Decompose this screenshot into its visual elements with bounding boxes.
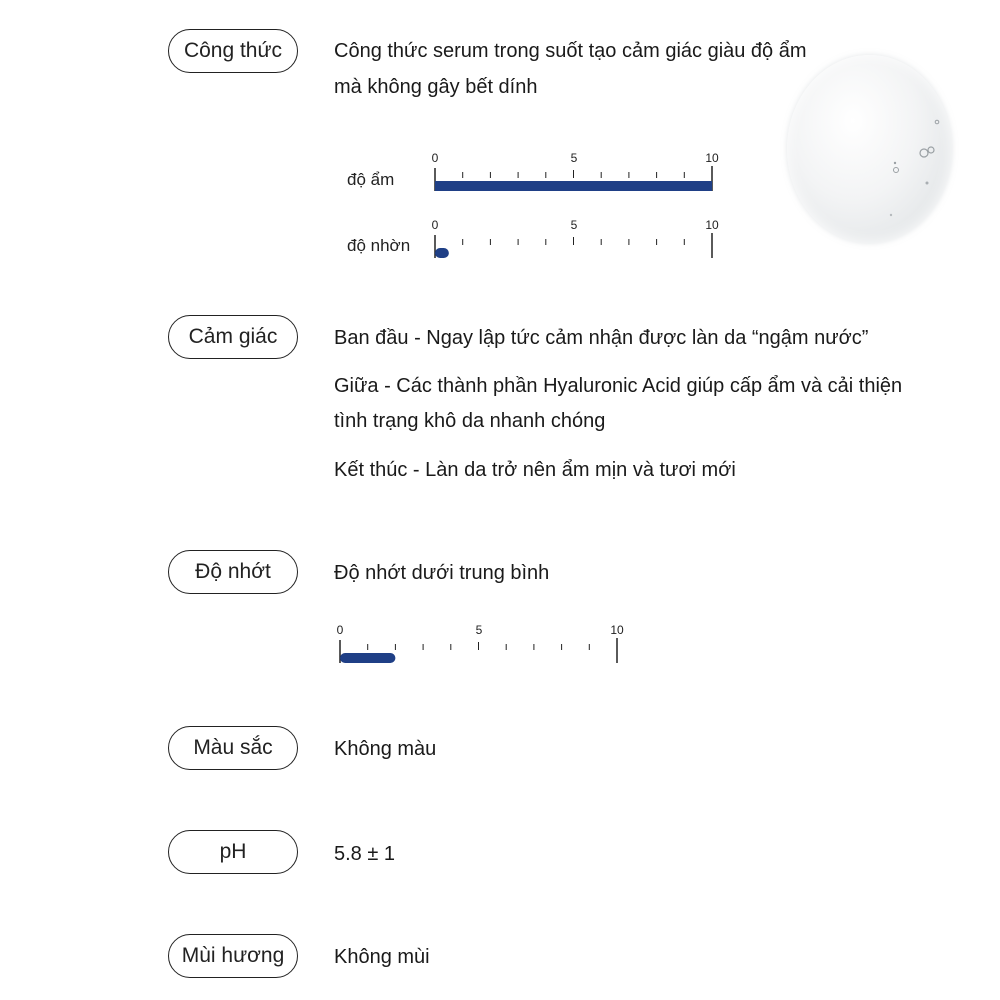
oiliness-scale-5: 5 bbox=[570, 218, 578, 232]
ph-label: pH bbox=[168, 830, 298, 874]
moisture-scale-10: 10 bbox=[705, 151, 719, 165]
viscosity-gauge-ticks bbox=[368, 638, 617, 663]
feel-line-4: Kết thúc - Làn da trở nên ẩm mịn và tươi mới bbox=[334, 459, 736, 481]
moisture-scale-0: 0 bbox=[431, 151, 439, 165]
viscosity-scale-10: 10 bbox=[610, 623, 624, 637]
moisture-label: độ ẩm bbox=[347, 170, 395, 189]
viscosity-text: Độ nhớt dưới trung bình bbox=[334, 562, 550, 584]
formula-line-1: Công thức serum trong suốt tạo cảm giác giàu độ ẩm bbox=[334, 40, 807, 62]
feel-label: Cảm giác bbox=[168, 315, 298, 359]
color-text: Không màu bbox=[334, 738, 437, 760]
formula-label: Công thức bbox=[168, 29, 298, 73]
oiliness-scale-10: 10 bbox=[705, 218, 719, 232]
scent-label: Mùi hương bbox=[168, 934, 298, 978]
oiliness-bar bbox=[435, 248, 449, 258]
feel-line-3: tình trạng khô da nhanh chóng bbox=[334, 410, 606, 432]
oiliness-gauge-ticks bbox=[463, 233, 712, 258]
viscosity-label: Độ nhớt bbox=[168, 550, 298, 594]
viscosity-scale-5: 5 bbox=[475, 623, 483, 637]
oiliness-label: độ nhờn bbox=[347, 236, 411, 255]
viscosity-scale-0: 0 bbox=[336, 623, 344, 637]
viscosity-gauge bbox=[325, 620, 635, 670]
oiliness-scale-0: 0 bbox=[431, 218, 439, 232]
moisture-bar bbox=[435, 181, 712, 191]
viscosity-bar bbox=[340, 653, 395, 663]
scent-text: Không mùi bbox=[334, 946, 430, 968]
oiliness-gauge bbox=[420, 215, 730, 265]
droplet-bubbles bbox=[787, 55, 952, 243]
feel-line-2: Giữa - Các thành phần Hyaluronic Acid giúp cấp ẩm và cải thiện bbox=[334, 375, 903, 397]
feel-line-1: Ban đầu - Ngay lập tức cảm nhận được làn da “ngậm nước” bbox=[334, 327, 869, 349]
formula-line-2: mà không gây bết dính bbox=[334, 76, 538, 98]
serum-droplet-image bbox=[787, 55, 952, 243]
ph-text: 5.8 ± 1 bbox=[334, 843, 396, 865]
moisture-scale-5: 5 bbox=[570, 151, 578, 165]
moisture-gauge bbox=[420, 148, 730, 198]
color-label: Màu sắc bbox=[168, 726, 298, 770]
